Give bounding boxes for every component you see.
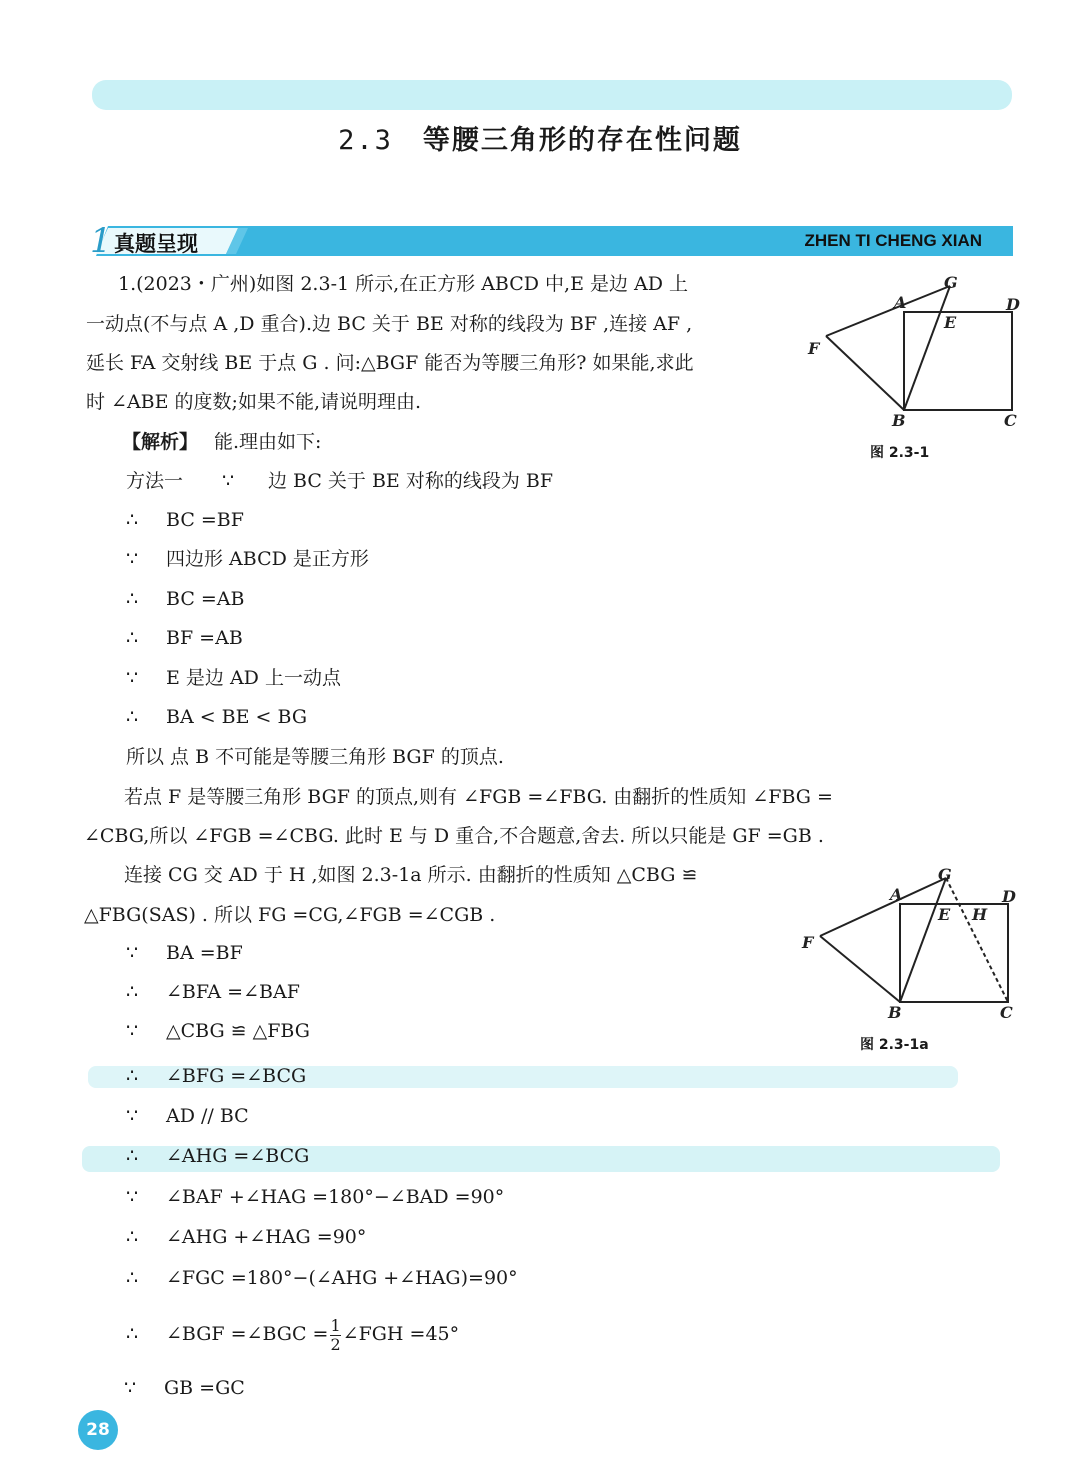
- banner-index: 1: [90, 221, 112, 261]
- label-B2: B: [888, 1003, 902, 1022]
- step-text: ∠AHG =∠BCG: [166, 1145, 310, 1167]
- step-symbol: ∴: [126, 1145, 139, 1167]
- step-symbol: ∵: [222, 470, 235, 492]
- banner-title: 真题呈现: [114, 232, 198, 256]
- label-F: F: [808, 339, 820, 358]
- label-E: E: [944, 313, 957, 332]
- label-A2: A: [890, 885, 903, 904]
- step-text: BA =BF: [166, 942, 243, 964]
- step-symbol: ∴: [126, 627, 139, 649]
- paragraph-3a: 连接 CG 交 AD 于 H ,如图 2.3-1a 所示. 由翻折的性质知 △CBG ≌: [124, 864, 698, 886]
- label-H2: H: [972, 905, 988, 924]
- label-G: G: [944, 273, 958, 292]
- step-text: 四边形 ABCD 是正方形: [166, 548, 369, 570]
- step-text: BC =AB: [166, 588, 245, 610]
- label-D2: D: [1002, 887, 1016, 906]
- step-symbol: ∴: [126, 1226, 139, 1248]
- step-text: 边 BC 关于 BE 对称的线段为 BF: [268, 470, 554, 492]
- final-step-symbol: ∵: [124, 1377, 137, 1399]
- label-E2: E: [938, 905, 951, 924]
- label-G2: G: [938, 865, 952, 884]
- banner-subtitle: ZHEN TI CHENG XIAN: [804, 231, 982, 250]
- paragraph-2a: 若点 F 是等腰三角形 BGF 的顶点,则有 ∠FGB =∠FBG. 由翻折的性质知 ∠FBG =: [124, 786, 833, 808]
- step-symbol: ∴: [126, 981, 139, 1003]
- step-symbol: ∵: [126, 1105, 139, 1127]
- section-banner: [88, 221, 1016, 261]
- figure-2-caption: 图 2.3-1a: [860, 1037, 929, 1053]
- step-symbol: ∴: [126, 1267, 139, 1289]
- step-text: ∠BAF +∠HAG =180°−∠BAD =90°: [166, 1186, 505, 1208]
- step-fraction-symbol: ∴: [126, 1323, 139, 1345]
- label-C: C: [1004, 411, 1017, 430]
- step-symbol: ∴: [126, 509, 139, 531]
- label-B: B: [892, 411, 906, 430]
- header-band: [92, 80, 1012, 110]
- section-title-text: 等腰三角形的存在性问题: [422, 125, 742, 156]
- step-symbol: ∴: [126, 1065, 139, 1087]
- step-text: ∠BFA =∠BAF: [166, 981, 300, 1003]
- section-title: [0, 118, 1080, 157]
- step-fraction-left: ∠BGF =∠BGC =: [166, 1323, 329, 1345]
- step-text: BF =AB: [166, 627, 243, 649]
- label-A: A: [894, 293, 907, 312]
- section-number: 2.3: [338, 125, 393, 156]
- step-symbol: ∴: [126, 588, 139, 610]
- figure-1-caption: 图 2.3-1: [870, 445, 930, 461]
- step-text: BC =BF: [166, 509, 244, 531]
- solution-intro: 能.理由如下:: [214, 431, 322, 453]
- step-symbol: ∵: [126, 667, 139, 689]
- method-label: 方法一: [126, 470, 184, 492]
- problem-line-2: 一动点(不与点 A ,D 重合).边 BC 关于 BE 对称的线段为 BF ,连接 AF ,: [86, 313, 693, 335]
- step-fraction-right: ∠FGH =45°: [342, 1323, 460, 1345]
- step-symbol: ∵: [126, 548, 139, 570]
- step-text: AD // BC: [166, 1105, 249, 1127]
- figure-2-3-1: [800, 272, 1040, 432]
- fraction-denominator: 2: [330, 1334, 341, 1354]
- fraction-numerator: 1: [330, 1315, 341, 1335]
- step-text: ∠FGC =180°−(∠AHG +∠HAG)=90°: [166, 1267, 518, 1289]
- step-text: ∠AHG +∠HAG =90°: [166, 1226, 367, 1248]
- step-symbol: ∵: [126, 942, 139, 964]
- label-D: D: [1006, 295, 1020, 314]
- problem-line-1: 1.(2023・广州)如图 2.3-1 所示,在正方形 ABCD 中,E 是边 AD 上: [118, 273, 689, 295]
- problem-line-3: 延长 FA 交射线 BE 于点 G . 问:△BGF 能否为等腰三角形? 如果能,求此: [86, 352, 694, 374]
- step-text: ∠BFG =∠BCG: [166, 1065, 307, 1087]
- paragraph-1: 所以 点 B 不可能是等腰三角形 BGF 的顶点.: [126, 746, 504, 768]
- step-symbol: ∴: [126, 706, 139, 728]
- paragraph-3b: △FBG(SAS) . 所以 FG =CG,∠FGB =∠CGB .: [84, 904, 496, 926]
- label-C2: C: [1000, 1003, 1013, 1022]
- fraction: [330, 1317, 340, 1354]
- step-text: BA < BE < BG: [166, 706, 308, 728]
- solution-head: 【解析】: [122, 431, 199, 453]
- label-F2: F: [802, 933, 814, 952]
- figure-2-3-1a: [796, 864, 1036, 1024]
- step-text: △CBG ≌ △FBG: [166, 1020, 310, 1042]
- step-fraction: [166, 1310, 459, 1358]
- page-number: 28: [78, 1410, 118, 1450]
- step-text: E 是边 AD 上一动点: [166, 667, 341, 689]
- step-symbol: ∵: [126, 1020, 139, 1042]
- paragraph-2b: ∠CBG,所以 ∠FGB =∠CBG. 此时 E 与 D 重合,不合题意,舍去. 所以只能是 GF =GB .: [84, 825, 824, 847]
- final-step-text: GB =GC: [164, 1377, 245, 1399]
- problem-line-4: 时 ∠ABE 的度数;如果不能,请说明理由.: [86, 391, 422, 413]
- step-symbol: ∵: [126, 1186, 139, 1208]
